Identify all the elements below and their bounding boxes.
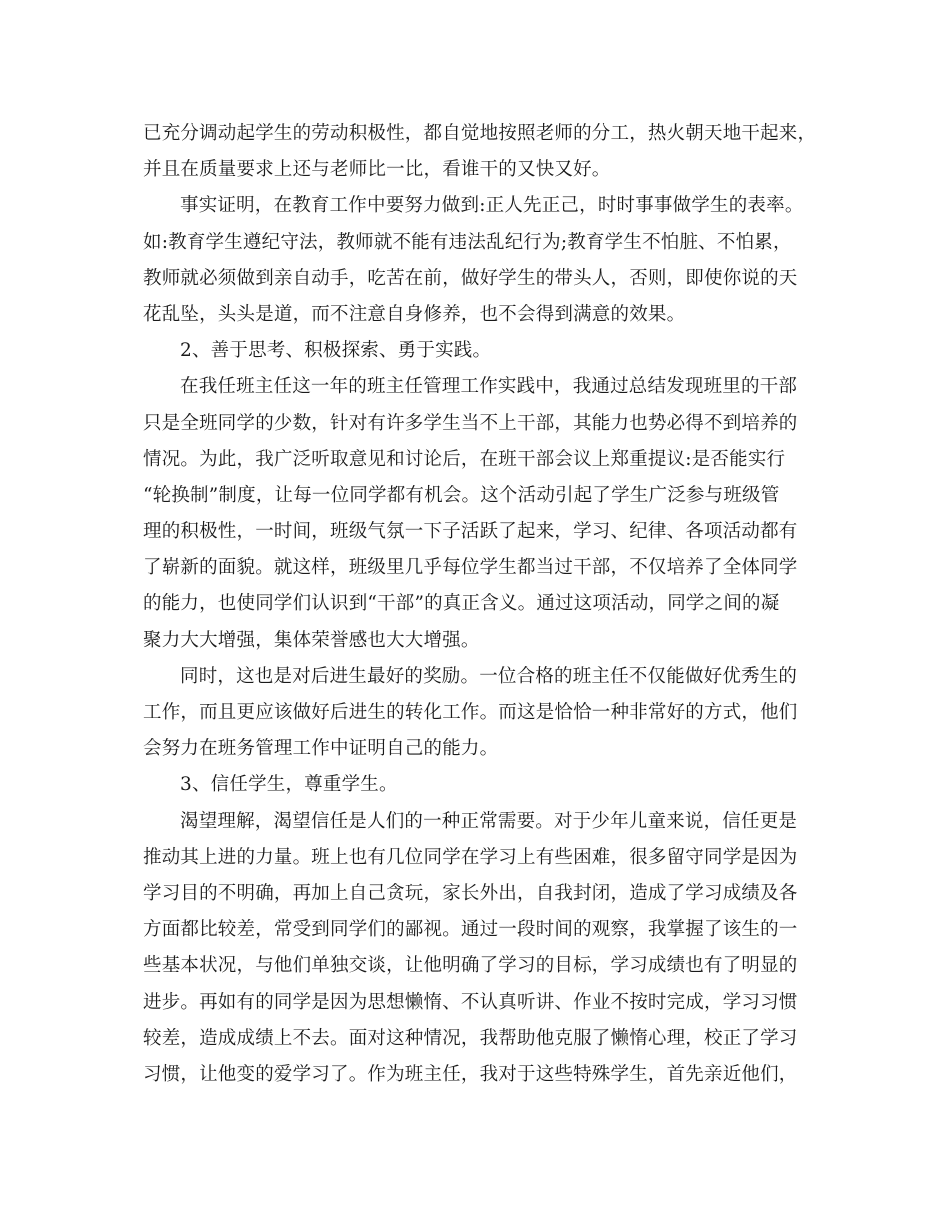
section-heading: 3、信任学生，尊重学生。 — [180, 774, 398, 796]
text-line: 方面都比较差，常受到同学们的鄙视。通过一段时间的观察，我掌握了该生的一 — [143, 919, 798, 941]
text-line: 学习目的不明确，再加上自己贪玩，家长外出，自我封闭，造成了学习成绩及各 — [143, 882, 798, 904]
text-line: 工作，而且更应该做好后进生的转化工作。而这是恰恰一种非常好的方式，他们 — [143, 702, 798, 723]
text-line: 些基本状况，与他们单独交谈，让他明确了学习的目标，学习成绩也有了明显的 — [143, 955, 798, 977]
section-heading: 2、善于思考、积极探索、勇于实践。 — [180, 340, 492, 362]
document-body — [143, 116, 817, 1093]
text-line: 习惯，让他变的爱学习了。作为班主任，我对于这些特殊学生，首先亲近他们， — [143, 1063, 798, 1085]
paragraph-start-line: 在我任班主任这一年的班主任管理工作实践中，我通过总结发现班里的干部 — [180, 376, 798, 398]
text-line: 并且在质量要求上还与老师比一比，看谁干的又快又好。 — [143, 159, 611, 181]
text-line: 花乱坠，头头是道，而不注意自身修养，也不会得到满意的效果。 — [143, 303, 686, 325]
text-line: 推动其上进的力量。班上也有几位同学在学习上有些困难，很多留守同学是因为 — [143, 846, 798, 868]
text-line: 的能力，也使同学们认识到“干部”的真正含义。通过这项活动，同学之间的凝 — [143, 593, 780, 615]
text-line: 如:教育学生遵纪守法，教师就不能有违法乱纪行为;教育学生不怕脏、不怕累， — [143, 231, 792, 253]
text-line: 进步。再如有的同学是因为思想懒惰、不认真听讲、作业不按时完成，学习习惯 — [143, 991, 798, 1013]
text-line: “轮换制”制度，让每一位同学都有机会。这个活动引起了学生广泛参与班级管 — [143, 484, 780, 506]
paragraph-start-line: 渴望理解，渴望信任是人们的一种正常需要。对于少年儿童来说，信任更是 — [180, 810, 798, 832]
text-line: 聚力大大增强，集体荣誉感也大大增强。 — [143, 629, 480, 651]
text-line: 较差，造成成绩上不去。面对这种情况，我帮助他克服了懒惰心理，校正了学习 — [143, 1027, 798, 1049]
text-line: 了崭新的面貌。就这样，班级里几乎每位学生都当过干部，不仅培养了全体同学 — [143, 557, 798, 579]
text-line: 情况。为此，我广泛听取意见和讨论后，在班干部会议上郑重提议:是否能实行 — [143, 448, 786, 470]
text-line: 只是全班同学的少数，针对有许多学生当不上干部，其能力也势必得不到培养的 — [143, 412, 798, 434]
paragraph-start-line: 同时，这也是对后进生最好的奖励。一位合格的班主任不仅能做好优秀生的 — [180, 665, 798, 687]
text-line: 理的积极性，一时间，班级气氛一下子活跃了起来，学习、纪律、各项活动都有 — [143, 521, 798, 543]
text-line: 会努力在班务管理工作中证明自己的能力。 — [143, 738, 499, 760]
text-line: 已充分调动起学生的劳动积极性，都自觉地按照老师的分工，热火朝天地干起来， — [143, 123, 817, 144]
paragraph-start-line: 事实证明，在教育工作中要努力做到:正人先正己，时时事事做学生的表率。 — [180, 195, 804, 217]
text-line: 教师就必须做到亲自动手，吃苦在前，做好学生的带头人，否则，即使你说的天 — [143, 267, 798, 289]
